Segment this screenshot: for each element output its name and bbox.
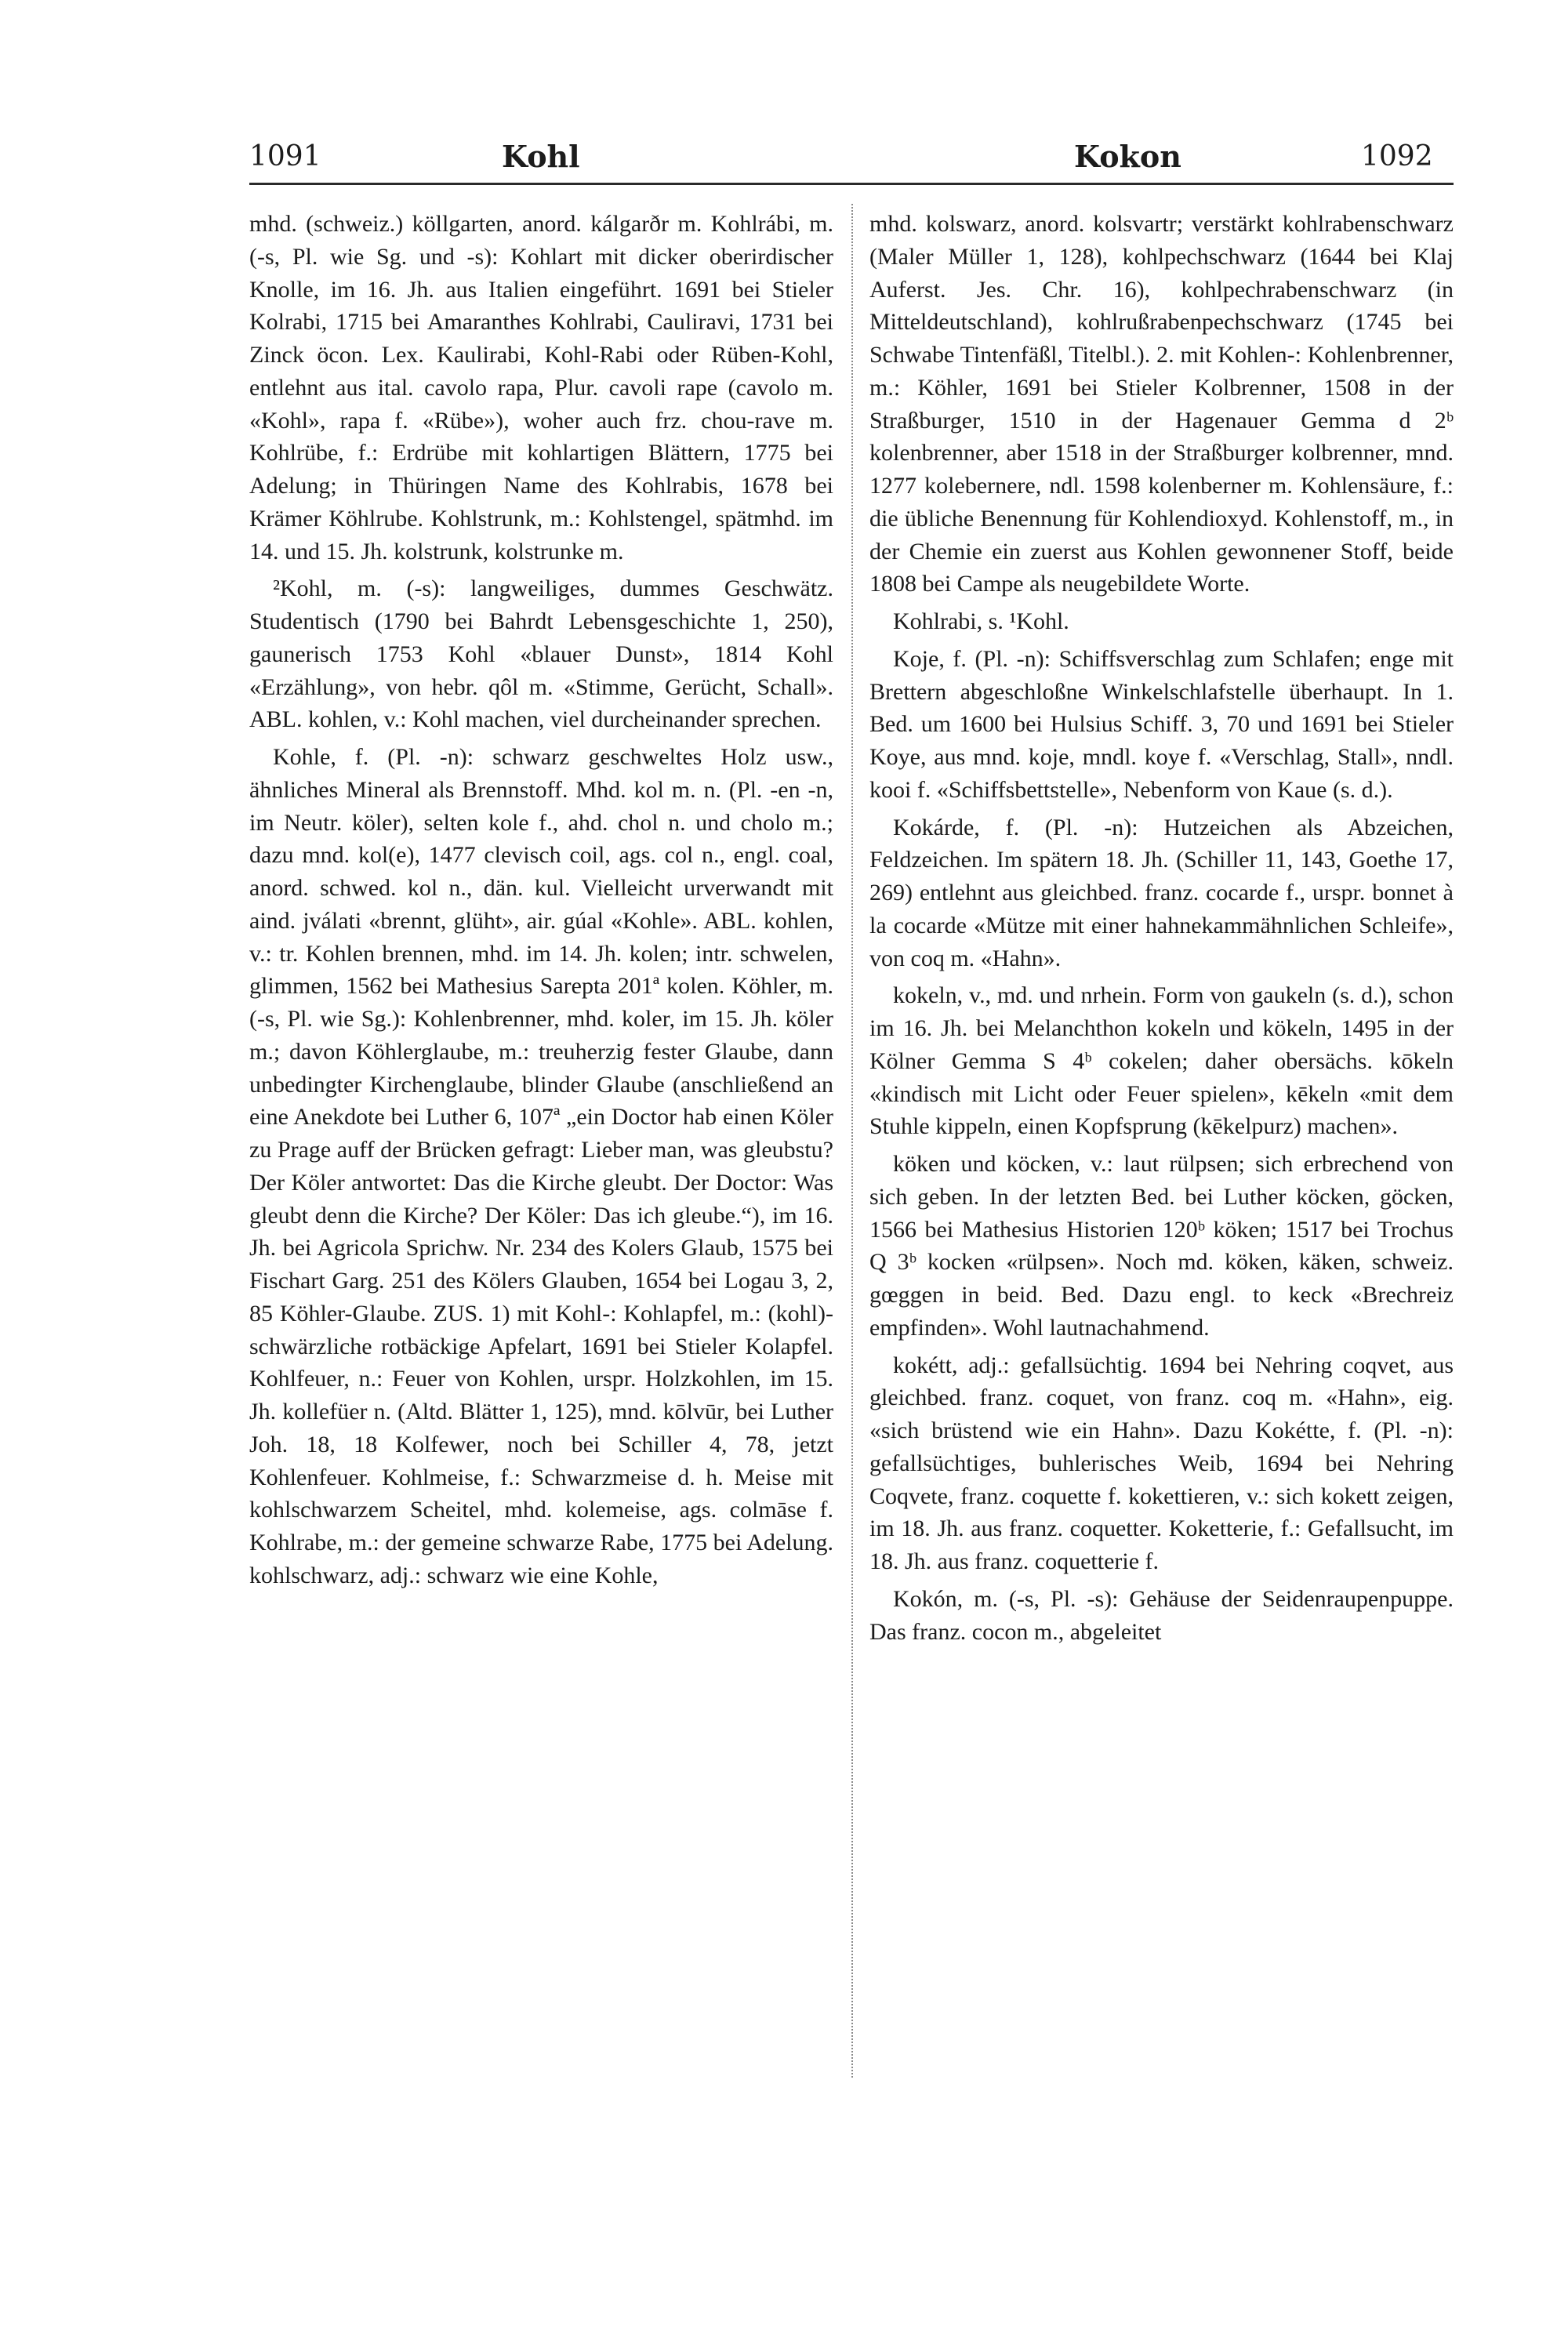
entry-paragraph: Kohle, f. (Pl. -n): schwarz geschweltes Holz usw., ähnliches Mineral als Brennstoff. Mhd. kol m. n. (Pl. -en -n, im Neutr. köler), selten kole f., ahd. chol n. und cholo m.; dazu mnd. kol(e), 1477 clevisch coil, ags. col n., engl. coal, anord. schwed. kol n., dän. kul. Vielleicht urverwandt mit aind. jválati «brennt, glüht», air. gúal «Kohle». ABL. kohlen, v.: tr. Kohlen brennen, mhd. im 14. Jh. kolen; intr. schwelen, glimmen, 1562 bei Mathesius Sarepta 201ª kolen. Köhler, m. (-s, Pl. wie Sg.): Kohlenbrenner, mhd. koler, im 15. Jh. köler m.; davon Köhlerglaube, m.: treuherzig fester Glaube, dann unbedingter Kirchenglaube, blinder Glaube (anschließend an eine Anekdote bei Luther 6, 107ª „ein Doctor hab einen Köler zu Prage auff der Brücken gefragt: Lieber man, was gleubstu? Der Köler antwortet: Das die Kirche gleubt. Der Doctor: Was gleubt denn die Kirche? Der Köler: Das ich gleube.“), im 16. Jh. bei Agricola Sprichw. Nr. 234 des Kolers Glaub, 1575 bei Fischart Garg. 251 des Kölers Glauben, 1654 bei Logau 3, 2, 85 Köhler-Glaube. ZUS. 1) mit Kohl-: Kohlapfel, m.: (kohl)-schwärzliche rotbäckige Apfelart, 1691 bei Stieler Kolapfel. Kohlfeuer, n.: Feuer von Kohlen, urspr. Holzkohlen, im 15. Jh. kollefüer n. (Altd. Blätter 1, 125), mnd. kōlvūr, bei Luther Joh. 18, 18 Kolfewer, noch bei Schiller 4, 78, jetzt Kohlenfeuer. Kohlmeise, f.: Schwarzmeise d. h. Meise mit kohlschwarzem Scheitel, mhd. kolemeise, ags. colmāse f. Kohlrabe, m.: der gemeine schwarze Rabe, 1775 bei Adelung. kohlschwarz, adj.: schwarz wie eine Kohle, bbox=[249, 744, 833, 1588]
right-page-number: 1092 bbox=[1361, 140, 1433, 172]
right-running-head: Kokon bbox=[1074, 139, 1181, 174]
column-divider bbox=[851, 204, 853, 2078]
entry-paragraph: mhd. kolswarz, anord. kolsvartr; verstärkt kohlrabenschwarz (Maler Müller 1, 128), kohlpechschwarz (1644 bei Klaj Auferst. Jes. Chr. 16), kohlpechrabenschwarz (in Mitteldeutschland), kohlrußrabenpechschwarz (1745 bei Schwabe Tintenfäßl, Titelbl.). 2. mit Kohlen-: Kohlenbrenner, m.: Köhler, 1691 bei Stieler Kolbrenner, 1508 in der Straßburger, 1510 in der Hagenauer Gemma d 2ᵇ kolenbrenner, aber 1518 in der Straßburger kolbrenner, mnd. 1277 kolebernere, ndl. 1598 kolenberner m. Kohlensäure, f.: die übliche Benennung für Kohlendioxyd. Kohlenstoff, m., in der Chemie ein zuerst aus Kohlen gewonnener Stoff, beide 1808 bei Campe als neugebildete Worte. bbox=[869, 211, 1454, 597]
entry-paragraph: Kohlrabi, s. ¹Kohl. bbox=[893, 608, 1069, 634]
entry-paragraph: köken und köcken, v.: laut rülpsen; sich erbrechend von sich geben. In der letzten Bed. bei Luther köcken, göcken, 1566 bei Mathesius Historien 120ᵇ köken; 1517 bei Trochus Q 3ᵇ kocken «rülpsen». Noch md. köken, käken, schweiz. gœggen in beid. Bed. Dazu engl. to keck «Brechreiz empfinden». Wohl lautnachahmend. bbox=[869, 1151, 1454, 1341]
entry-paragraph: Koje, f. (Pl. -n): Schiffsverschlag zum Schlafen; enge mit Brettern abgeschloßne Winkelschlafstelle überhaupt. In 1. Bed. um 1600 bei Hulsius Schiff. 3, 70 und 1691 bei Stieler Koye, aus mnd. koje, mndl. koye f. «Verschlag, Stall», nndl. kooi f. «Schiffsbettstelle», Nebenform von Kaue (s. d.). bbox=[869, 645, 1454, 803]
entry-paragraph: Kokárde, f. (Pl. -n): Hutzeichen als Abzeichen, Feldzeichen. Im spätern 18. Jh. (Schiller 11, 143, Goethe 17, 269) entlehnt aus gleichbed. franz. cocarde f., urspr. bonnet à la cocarde «Mütze mit einer hahnekammähnlichen Schleife», von coq m. «Hahn». bbox=[869, 814, 1454, 971]
entry-paragraph: Kokón, m. (-s, Pl. -s): Gehäuse der Seidenraupenpuppe. Das franz. cocon m., abgeleitet bbox=[869, 1585, 1454, 1645]
entry-paragraph: mhd. (schweiz.) köllgarten, anord. kálgarðr m. Kohlrábi, m. (-s, Pl. wie Sg. und -s): Kohlart mit dicker oberirdischer Knolle, im 16. Jh. aus Italien eingeführt. 1691 bei Stieler Kolrabi, 1715 bei Amaranthes Kohlrabi, Cauliravi, 1731 bei Zinck öcon. Lex. Kaulirabi, Kohl-Rabi oder Rüben-Kohl, entlehnt aus ital. cavolo rapa, Plur. cavoli rape (cavolo m. «Kohl», rapa f. «Rübe»), woher auch frz. chou-rave m. Kohlrübe, f.: Erdrübe mit kohlartigen Blättern, 1775 bei Adelung; in Thüringen Name des Kohlrabis, 1678 bei Krämer Köhlrube. Kohlstrunk, m.: Kohlstengel, spätmhd. im 14. und 15. Jh. kolstrunk, kolstrunke m. bbox=[249, 211, 833, 564]
right-column bbox=[869, 208, 1454, 1653]
entry-paragraph: kokeln, v., md. und nrhein. Form von gaukeln (s. d.), schon im 16. Jh. bei Melanchthon kokeln und kökeln, 1495 in der Kölner Gemma S 4ᵇ cokelen; daher obersächs. kōkeln «kindisch mit Licht oder Feuer spielen», kēkeln «mit dem Stuhle kippeln, einen Kopfsprung (kēkelpurz) machen». bbox=[869, 982, 1454, 1140]
left-running-head: Kohl bbox=[502, 139, 580, 174]
header-rule bbox=[249, 183, 1454, 185]
entry-paragraph: ²Kohl, m. (-s): langweiliges, dummes Geschwätz. Studentisch (1790 bei Bahrdt Lebensgeschichte 1, 250), gaunerisch 1753 Kohl «blauer Dunst», 1814 Kohl «Erzählung», von hebr. qôl m. «Stimme, Gerücht, Schall». ABL. kohlen, v.: Kohl machen, viel durcheinander sprechen. bbox=[249, 575, 833, 733]
left-column bbox=[249, 208, 833, 1597]
entry-paragraph: kokétt, adj.: gefallsüchtig. 1694 bei Nehring coqvet, aus gleichbed. franz. coquet, von franz. coq m. «Hahn», eig. «sich brüstend wie ein Hahn». Dazu Kokétte, f. (Pl. -n): gefallsüchtiges, buhlerisches Weib, 1694 bei Nehring Coqvete, franz. coquette f. kokettieren, v.: sich kokett zeigen, im 18. Jh. aus franz. coquetter. Koketterie, f.: Gefallsucht, im 18. Jh. aus franz. coquetterie f. bbox=[869, 1352, 1454, 1574]
left-page-number: 1091 bbox=[249, 140, 321, 172]
